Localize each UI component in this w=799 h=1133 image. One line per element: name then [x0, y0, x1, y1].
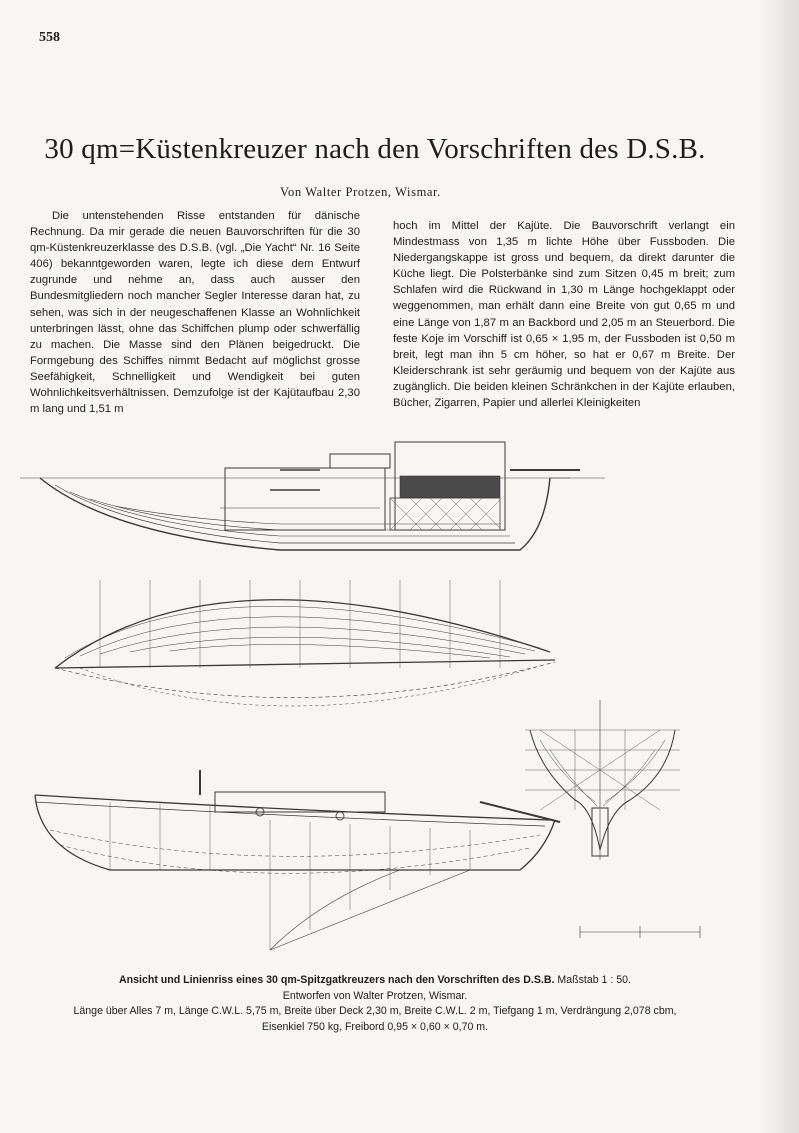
article-byline: Von Walter Protzen, Wismar. — [280, 185, 441, 199]
article-title: 30 qm=Küstenkreuzer nach den Vorschriften des D.S.B. — [44, 133, 706, 165]
half-breadth-plan-drawing — [55, 580, 555, 706]
caption-title-text: Ansicht und Linienriss eines 30 qm-Spitzgatkreuzers nach den Vorschriften des D.S.B. — [119, 974, 555, 986]
interior-profile-drawing — [20, 442, 605, 550]
caption-designer: Entworfen von Walter Protzen, Wismar. — [282, 989, 468, 1002]
caption-title — [20, 973, 730, 989]
yacht-drawings — [20, 430, 780, 960]
caption-scale: Maßstab 1 : 50. — [557, 974, 631, 986]
figure-caption — [20, 973, 730, 1035]
page-number: 558 — [39, 30, 60, 45]
caption-dimensions-cont: Eisenkiel 750 kg, Freibord 0,95 × 0,60 × 0,70 m. — [261, 1020, 489, 1033]
caption-dimensions: Länge über Alles 7 m, Länge C.W.L. 5,75 m, Breite über Deck 2,30 m, Breite C.W.L. 2 m, Tiefgang 1 m, Verdrängung 2,078 cbm, — [73, 1005, 677, 1017]
body-column-right: hoch im Mittel der Kajüte. Die Bauvorschrift verlangt ein Mindestmass von 1,35 m lichte Höhe über Fussboden. Die Niedergangskappe ist gross und bequem, da direkt darunter die Küche liegt. Die Polsterbänke sind zum Sitzen 0,45 m breit; zum Schlafen wird die Rückwand in 1,30 m Länge hochgeklappt oder weggenommen, man erhält dann eine Breite von gut 0,65 m und eine Länge von 1,87 m an Backbord und 2,05 m an Steuerbord. Die feste Koje im Vorschiff ist 0,65 × 1,95 m, der Fussboden ist 0,50 m breit, legt man ihn 5 cm höher, so hat er 0,67 m Breite. Der Kleiderschrank ist sehr geräumig und bequem von der Kajüte aus zugänglich. Die beiden kleinen Schränkchen in der Kajüte erlauben, Bücher, Zigarren, Papier und allerlei Kleinigkeiten — [393, 220, 735, 410]
body-column-left: Die untenstehenden Risse entstanden für dänische Rechnung. Da mir gerade die neuen Bauvorschriften für die 30 qm-Küstenkreuzerklasse des D.S.B. (vgl. „Die Yacht“ Nr. 16 Seite 406) bekanntgeworden waren, legte ich diese dem Entwurf zugrunde und nehme an, dass auch ausser den Bundesmitgliedern noch mancher Segler Interesse daran hat, zu sehen, was sich in der neugeschaffenen Klasse an Wohnlichkeit unterbringen lässt, ohne das Schiffchen plump oder schwerfällig zu machen. Die Masse sind den Plänen beigedruckt. Die Formgebung des Schiffes nimmt Bedacht auf möglichst grosse Seefähigkeit, Schnelligkeit und Wendigkeit bei guten Wohnlichkeitsverhältnissen. Demzufolge ist der Kajütaufbau 2,30 m lang und 1,51 m — [30, 210, 360, 416]
